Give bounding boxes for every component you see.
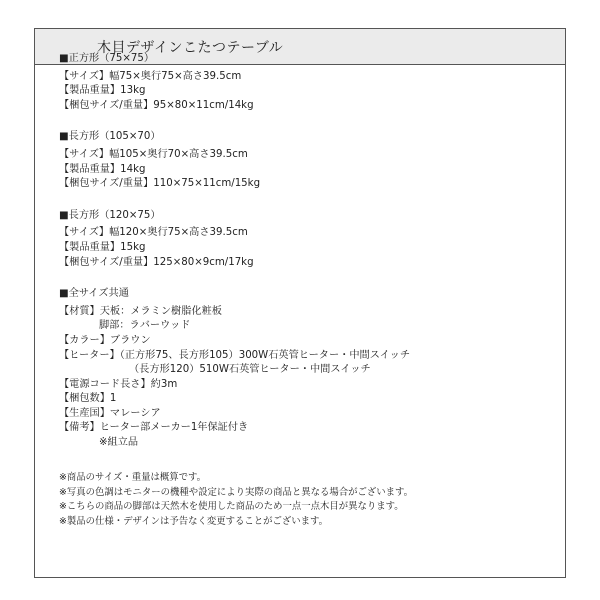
package-line: 【梱包サイズ/重量】110×75×11cm/15kg [59, 178, 261, 190]
material-leg-line: 脚部：ラバーウッド [99, 320, 191, 332]
heater-line: 【ヒーター】（正方形75、長方形105）300W石英管ヒーター・中間スイッチ [59, 349, 411, 361]
weight-line: 【製品重量】13kg [59, 85, 146, 97]
size-section-rect-120 [59, 209, 519, 270]
size-line: 【サイズ】幅105×奥行70×高さ39.5cm [59, 148, 248, 160]
note-line: ※商品のサイズ・重量は概算です。 [59, 472, 206, 483]
heater-line-2: （長方形120）510W石英管ヒーター・中間スイッチ [129, 364, 371, 376]
origin-line: 【生産国】マレーシア [59, 407, 161, 419]
weight-line: 【製品重量】14kg [59, 163, 146, 175]
disclaimer-notes [59, 470, 529, 528]
material-line: 【材質】天板：メラミン樹脂化粧板 [59, 305, 222, 317]
weight-line: 【製品重量】15kg [59, 241, 146, 253]
package-count-line: 【梱包数】1 [59, 393, 117, 405]
size-section-rect-105 [59, 130, 519, 191]
common-spec-section [59, 287, 519, 451]
section-heading: ■長方形（105×70） [59, 131, 161, 143]
spec-content [59, 52, 519, 468]
note-line: ※写真の色調はモニターの機種や設定により実際の商品と異なる場合がございます。 [59, 486, 413, 498]
cord-length-line: 【電源コード長さ】約3m [59, 378, 178, 390]
size-line: 【サイズ】幅120×奥行75×高さ39.5cm [59, 227, 248, 239]
section-heading: ■全サイズ共通 [59, 288, 129, 300]
section-heading: ■正方形（75×75） [59, 53, 155, 64]
size-line: 【サイズ】幅75×奥行75×高さ39.5cm [59, 70, 242, 82]
package-line: 【梱包サイズ/重量】125×80×9cm/17kg [59, 256, 254, 268]
remarks-line: 【備考】ヒーター部メーカー1年保証付き [59, 422, 249, 434]
package-line: 【梱包サイズ/重量】95×80×11cm/14kg [59, 99, 254, 111]
size-section-square-75 [59, 52, 519, 113]
section-heading: ■長方形（120×75） [59, 209, 161, 221]
note-line: ※製品の仕様・デザインは予告なく変更することがございます。 [59, 515, 328, 527]
color-line: 【カラー】ブラウン [59, 334, 151, 346]
page-title: 木目デザインこたつテーブル [97, 40, 284, 56]
assembly-note-line: ※組立品 [99, 437, 139, 449]
note-line: ※こちらの商品の脚部は天然木を使用した商品のため一点一点木目が異なります。 [59, 501, 404, 513]
